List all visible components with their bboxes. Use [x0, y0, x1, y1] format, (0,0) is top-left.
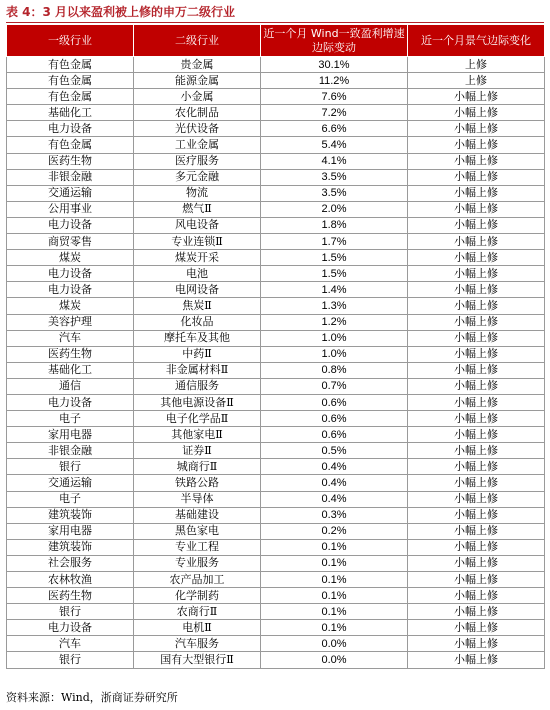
cell-growth-change: 5.4% — [261, 137, 408, 153]
cell-level2-industry: 电机Ⅱ — [134, 620, 261, 636]
table-row — [7, 169, 545, 185]
cell-level1-industry: 汽车 — [7, 330, 134, 346]
cell-growth-change: 1.4% — [261, 282, 408, 298]
cell-level1-industry: 医药生物 — [7, 588, 134, 604]
cell-level1-industry: 建筑装饰 — [7, 539, 134, 555]
cell-growth-change: 1.3% — [261, 298, 408, 314]
cell-level2-industry: 物流 — [134, 185, 261, 201]
cell-level2-industry: 摩托车及其他 — [134, 330, 261, 346]
cell-level2-industry: 中药Ⅱ — [134, 346, 261, 362]
table-title: 表 4：3 月以来盈利被上修的申万二级行业 — [6, 5, 236, 19]
cell-level1-industry: 煤炭 — [7, 298, 134, 314]
table-row — [7, 121, 545, 137]
table-row — [7, 411, 545, 427]
cell-level1-industry: 医药生物 — [7, 346, 134, 362]
table-row — [7, 185, 545, 201]
table-row — [7, 652, 545, 668]
cell-prosperity-change: 上修 — [408, 73, 545, 89]
cell-level1-industry: 非银金融 — [7, 443, 134, 459]
cell-prosperity-change: 小幅上修 — [408, 443, 545, 459]
cell-level1-industry: 煤炭 — [7, 250, 134, 266]
cell-growth-change: 7.2% — [261, 105, 408, 121]
cell-growth-change: 0.6% — [261, 411, 408, 427]
cell-level2-industry: 多元金融 — [134, 169, 261, 185]
table-row — [7, 153, 545, 169]
cell-level2-industry: 燃气Ⅱ — [134, 201, 261, 217]
cell-prosperity-change: 小幅上修 — [408, 330, 545, 346]
cell-level1-industry: 电力设备 — [7, 394, 134, 410]
cell-prosperity-change: 小幅上修 — [408, 620, 545, 636]
table-row — [7, 475, 545, 491]
cell-prosperity-change: 小幅上修 — [408, 137, 545, 153]
cell-growth-change: 1.8% — [261, 217, 408, 233]
cell-growth-change: 30.1% — [261, 57, 408, 73]
cell-prosperity-change: 小幅上修 — [408, 234, 545, 250]
cell-level2-industry: 其他电源设备Ⅱ — [134, 394, 261, 410]
table-row — [7, 282, 545, 298]
table-row — [7, 523, 545, 539]
cell-level2-industry: 光伏设备 — [134, 121, 261, 137]
cell-level2-industry: 化妆品 — [134, 314, 261, 330]
table-row — [7, 604, 545, 620]
cell-level2-industry: 煤炭开采 — [134, 250, 261, 266]
table-row — [7, 346, 545, 362]
cell-level1-industry: 电子 — [7, 491, 134, 507]
cell-prosperity-change: 小幅上修 — [408, 250, 545, 266]
cell-level1-industry: 通信 — [7, 378, 134, 394]
table-row — [7, 459, 545, 475]
cell-level1-industry: 电子 — [7, 411, 134, 427]
cell-prosperity-change: 小幅上修 — [408, 121, 545, 137]
cell-prosperity-change: 小幅上修 — [408, 491, 545, 507]
cell-level2-industry: 农商行Ⅱ — [134, 604, 261, 620]
cell-growth-change: 0.7% — [261, 378, 408, 394]
cell-prosperity-change: 小幅上修 — [408, 266, 545, 282]
cell-growth-change: 1.5% — [261, 250, 408, 266]
cell-level1-industry: 公用事业 — [7, 201, 134, 217]
cell-prosperity-change: 小幅上修 — [408, 394, 545, 410]
cell-level2-industry: 农产品加工 — [134, 572, 261, 588]
cell-level2-industry: 工业金属 — [134, 137, 261, 153]
cell-growth-change: 0.0% — [261, 636, 408, 652]
cell-level1-industry: 电力设备 — [7, 121, 134, 137]
cell-growth-change: 1.0% — [261, 330, 408, 346]
cell-level1-industry: 建筑装饰 — [7, 507, 134, 523]
cell-level2-industry: 农化制品 — [134, 105, 261, 121]
table-header-row — [7, 25, 545, 57]
cell-level1-industry: 银行 — [7, 604, 134, 620]
cell-level2-industry: 电网设备 — [134, 282, 261, 298]
cell-level1-industry: 汽车 — [7, 636, 134, 652]
table-row — [7, 620, 545, 636]
cell-prosperity-change: 小幅上修 — [408, 346, 545, 362]
cell-growth-change: 0.1% — [261, 620, 408, 636]
cell-prosperity-change: 小幅上修 — [408, 475, 545, 491]
cell-level1-industry: 非银金融 — [7, 169, 134, 185]
cell-level1-industry: 社会服务 — [7, 555, 134, 571]
cell-level1-industry: 交通运输 — [7, 475, 134, 491]
cell-growth-change: 0.1% — [261, 588, 408, 604]
cell-growth-change: 0.1% — [261, 572, 408, 588]
table-row — [7, 362, 545, 378]
cell-level2-industry: 黑色家电 — [134, 523, 261, 539]
cell-level1-industry: 家用电器 — [7, 523, 134, 539]
table-row — [7, 89, 545, 105]
cell-prosperity-change: 上修 — [408, 57, 545, 73]
cell-prosperity-change: 小幅上修 — [408, 378, 545, 394]
cell-level2-industry: 非金属材料Ⅱ — [134, 362, 261, 378]
cell-growth-change: 0.0% — [261, 652, 408, 668]
cell-level1-industry: 电力设备 — [7, 282, 134, 298]
cell-prosperity-change: 小幅上修 — [408, 411, 545, 427]
header-level1-industry: 一级行业 — [7, 25, 134, 57]
cell-growth-change: 7.6% — [261, 89, 408, 105]
table-row — [7, 250, 545, 266]
cell-prosperity-change: 小幅上修 — [408, 652, 545, 668]
table-row — [7, 539, 545, 555]
cell-level2-industry: 医疗服务 — [134, 153, 261, 169]
header-prosperity-change: 近一个月景气边际变化 — [408, 25, 545, 57]
table-row — [7, 330, 545, 346]
cell-level1-industry: 基础化工 — [7, 105, 134, 121]
cell-level1-industry: 电力设备 — [7, 620, 134, 636]
header-earnings-growth-change: 近一个月 Wind一致盈利增速边际变动 — [261, 25, 408, 57]
table-row — [7, 298, 545, 314]
cell-level2-industry: 半导体 — [134, 491, 261, 507]
cell-level1-industry: 农林牧渔 — [7, 572, 134, 588]
cell-growth-change: 0.4% — [261, 491, 408, 507]
cell-prosperity-change: 小幅上修 — [408, 555, 545, 571]
cell-prosperity-change: 小幅上修 — [408, 314, 545, 330]
table-row — [7, 572, 545, 588]
cell-level2-industry: 通信服务 — [134, 378, 261, 394]
cell-growth-change: 3.5% — [261, 185, 408, 201]
cell-level1-industry: 美容护理 — [7, 314, 134, 330]
cell-prosperity-change: 小幅上修 — [408, 362, 545, 378]
table-row — [7, 217, 545, 233]
cell-prosperity-change: 小幅上修 — [408, 89, 545, 105]
table-row — [7, 201, 545, 217]
table-row — [7, 105, 545, 121]
cell-growth-change: 1.5% — [261, 266, 408, 282]
table-row — [7, 443, 545, 459]
cell-growth-change: 0.8% — [261, 362, 408, 378]
table-row — [7, 588, 545, 604]
cell-level1-industry: 电力设备 — [7, 266, 134, 282]
cell-prosperity-change: 小幅上修 — [408, 153, 545, 169]
cell-growth-change: 0.2% — [261, 523, 408, 539]
cell-growth-change: 0.6% — [261, 427, 408, 443]
cell-level1-industry: 基础化工 — [7, 362, 134, 378]
cell-growth-change: 0.6% — [261, 394, 408, 410]
cell-level2-industry: 焦炭Ⅱ — [134, 298, 261, 314]
cell-level1-industry: 商贸零售 — [7, 234, 134, 250]
cell-level2-industry: 国有大型银行Ⅱ — [134, 652, 261, 668]
cell-level2-industry: 贵金属 — [134, 57, 261, 73]
cell-prosperity-change: 小幅上修 — [408, 217, 545, 233]
cell-prosperity-change: 小幅上修 — [408, 636, 545, 652]
cell-prosperity-change: 小幅上修 — [408, 105, 545, 121]
cell-growth-change: 2.0% — [261, 201, 408, 217]
cell-level2-industry: 风电设备 — [134, 217, 261, 233]
industry-revision-table — [6, 24, 545, 669]
cell-growth-change: 0.1% — [261, 555, 408, 571]
cell-level1-industry: 有色金属 — [7, 137, 134, 153]
cell-level1-industry: 银行 — [7, 652, 134, 668]
table-row — [7, 57, 545, 73]
table-body — [7, 57, 545, 669]
table-row — [7, 73, 545, 89]
cell-prosperity-change: 小幅上修 — [408, 185, 545, 201]
cell-growth-change: 1.2% — [261, 314, 408, 330]
cell-level2-industry: 电池 — [134, 266, 261, 282]
cell-level2-industry: 基础建设 — [134, 507, 261, 523]
cell-growth-change: 0.3% — [261, 507, 408, 523]
header-level2-industry: 二级行业 — [134, 25, 261, 57]
table-row — [7, 636, 545, 652]
cell-level1-industry: 银行 — [7, 459, 134, 475]
cell-level1-industry: 有色金属 — [7, 73, 134, 89]
cell-level1-industry: 交通运输 — [7, 185, 134, 201]
cell-growth-change: 3.5% — [261, 169, 408, 185]
table-row — [7, 137, 545, 153]
table-row — [7, 234, 545, 250]
source-note: 资料来源：Wind，浙商证券研究所 — [6, 691, 178, 704]
cell-level2-industry: 化学制药 — [134, 588, 261, 604]
cell-level2-industry: 电子化学品Ⅱ — [134, 411, 261, 427]
table-row — [7, 555, 545, 571]
table-row — [7, 394, 545, 410]
cell-prosperity-change: 小幅上修 — [408, 572, 545, 588]
table-row — [7, 266, 545, 282]
cell-level2-industry: 铁路公路 — [134, 475, 261, 491]
cell-prosperity-change: 小幅上修 — [408, 169, 545, 185]
cell-level2-industry: 证券Ⅱ — [134, 443, 261, 459]
cell-level2-industry: 城商行Ⅱ — [134, 459, 261, 475]
cell-growth-change: 0.4% — [261, 475, 408, 491]
cell-level2-industry: 专业连锁Ⅱ — [134, 234, 261, 250]
table-row — [7, 507, 545, 523]
table-row — [7, 378, 545, 394]
cell-growth-change: 0.1% — [261, 539, 408, 555]
cell-level1-industry: 有色金属 — [7, 89, 134, 105]
cell-growth-change: 0.5% — [261, 443, 408, 459]
cell-level1-industry: 有色金属 — [7, 57, 134, 73]
cell-prosperity-change: 小幅上修 — [408, 539, 545, 555]
cell-growth-change: 0.1% — [261, 604, 408, 620]
cell-level2-industry: 小金属 — [134, 89, 261, 105]
cell-growth-change: 0.4% — [261, 459, 408, 475]
cell-level2-industry: 能源金属 — [134, 73, 261, 89]
cell-prosperity-change: 小幅上修 — [408, 282, 545, 298]
cell-level2-industry: 其他家电Ⅱ — [134, 427, 261, 443]
cell-prosperity-change: 小幅上修 — [408, 459, 545, 475]
cell-prosperity-change: 小幅上修 — [408, 523, 545, 539]
cell-growth-change: 6.6% — [261, 121, 408, 137]
cell-growth-change: 1.0% — [261, 346, 408, 362]
cell-growth-change: 1.7% — [261, 234, 408, 250]
cell-level2-industry: 专业工程 — [134, 539, 261, 555]
title-divider — [6, 22, 544, 23]
cell-growth-change: 4.1% — [261, 153, 408, 169]
cell-prosperity-change: 小幅上修 — [408, 201, 545, 217]
cell-level1-industry: 医药生物 — [7, 153, 134, 169]
table-row — [7, 314, 545, 330]
cell-prosperity-change: 小幅上修 — [408, 507, 545, 523]
cell-growth-change: 11.2% — [261, 73, 408, 89]
cell-level2-industry: 汽车服务 — [134, 636, 261, 652]
cell-prosperity-change: 小幅上修 — [408, 298, 545, 314]
cell-level2-industry: 专业服务 — [134, 555, 261, 571]
cell-prosperity-change: 小幅上修 — [408, 427, 545, 443]
cell-prosperity-change: 小幅上修 — [408, 588, 545, 604]
cell-level1-industry: 电力设备 — [7, 217, 134, 233]
table-row — [7, 491, 545, 507]
cell-prosperity-change: 小幅上修 — [408, 604, 545, 620]
cell-level1-industry: 家用电器 — [7, 427, 134, 443]
table-row — [7, 427, 545, 443]
